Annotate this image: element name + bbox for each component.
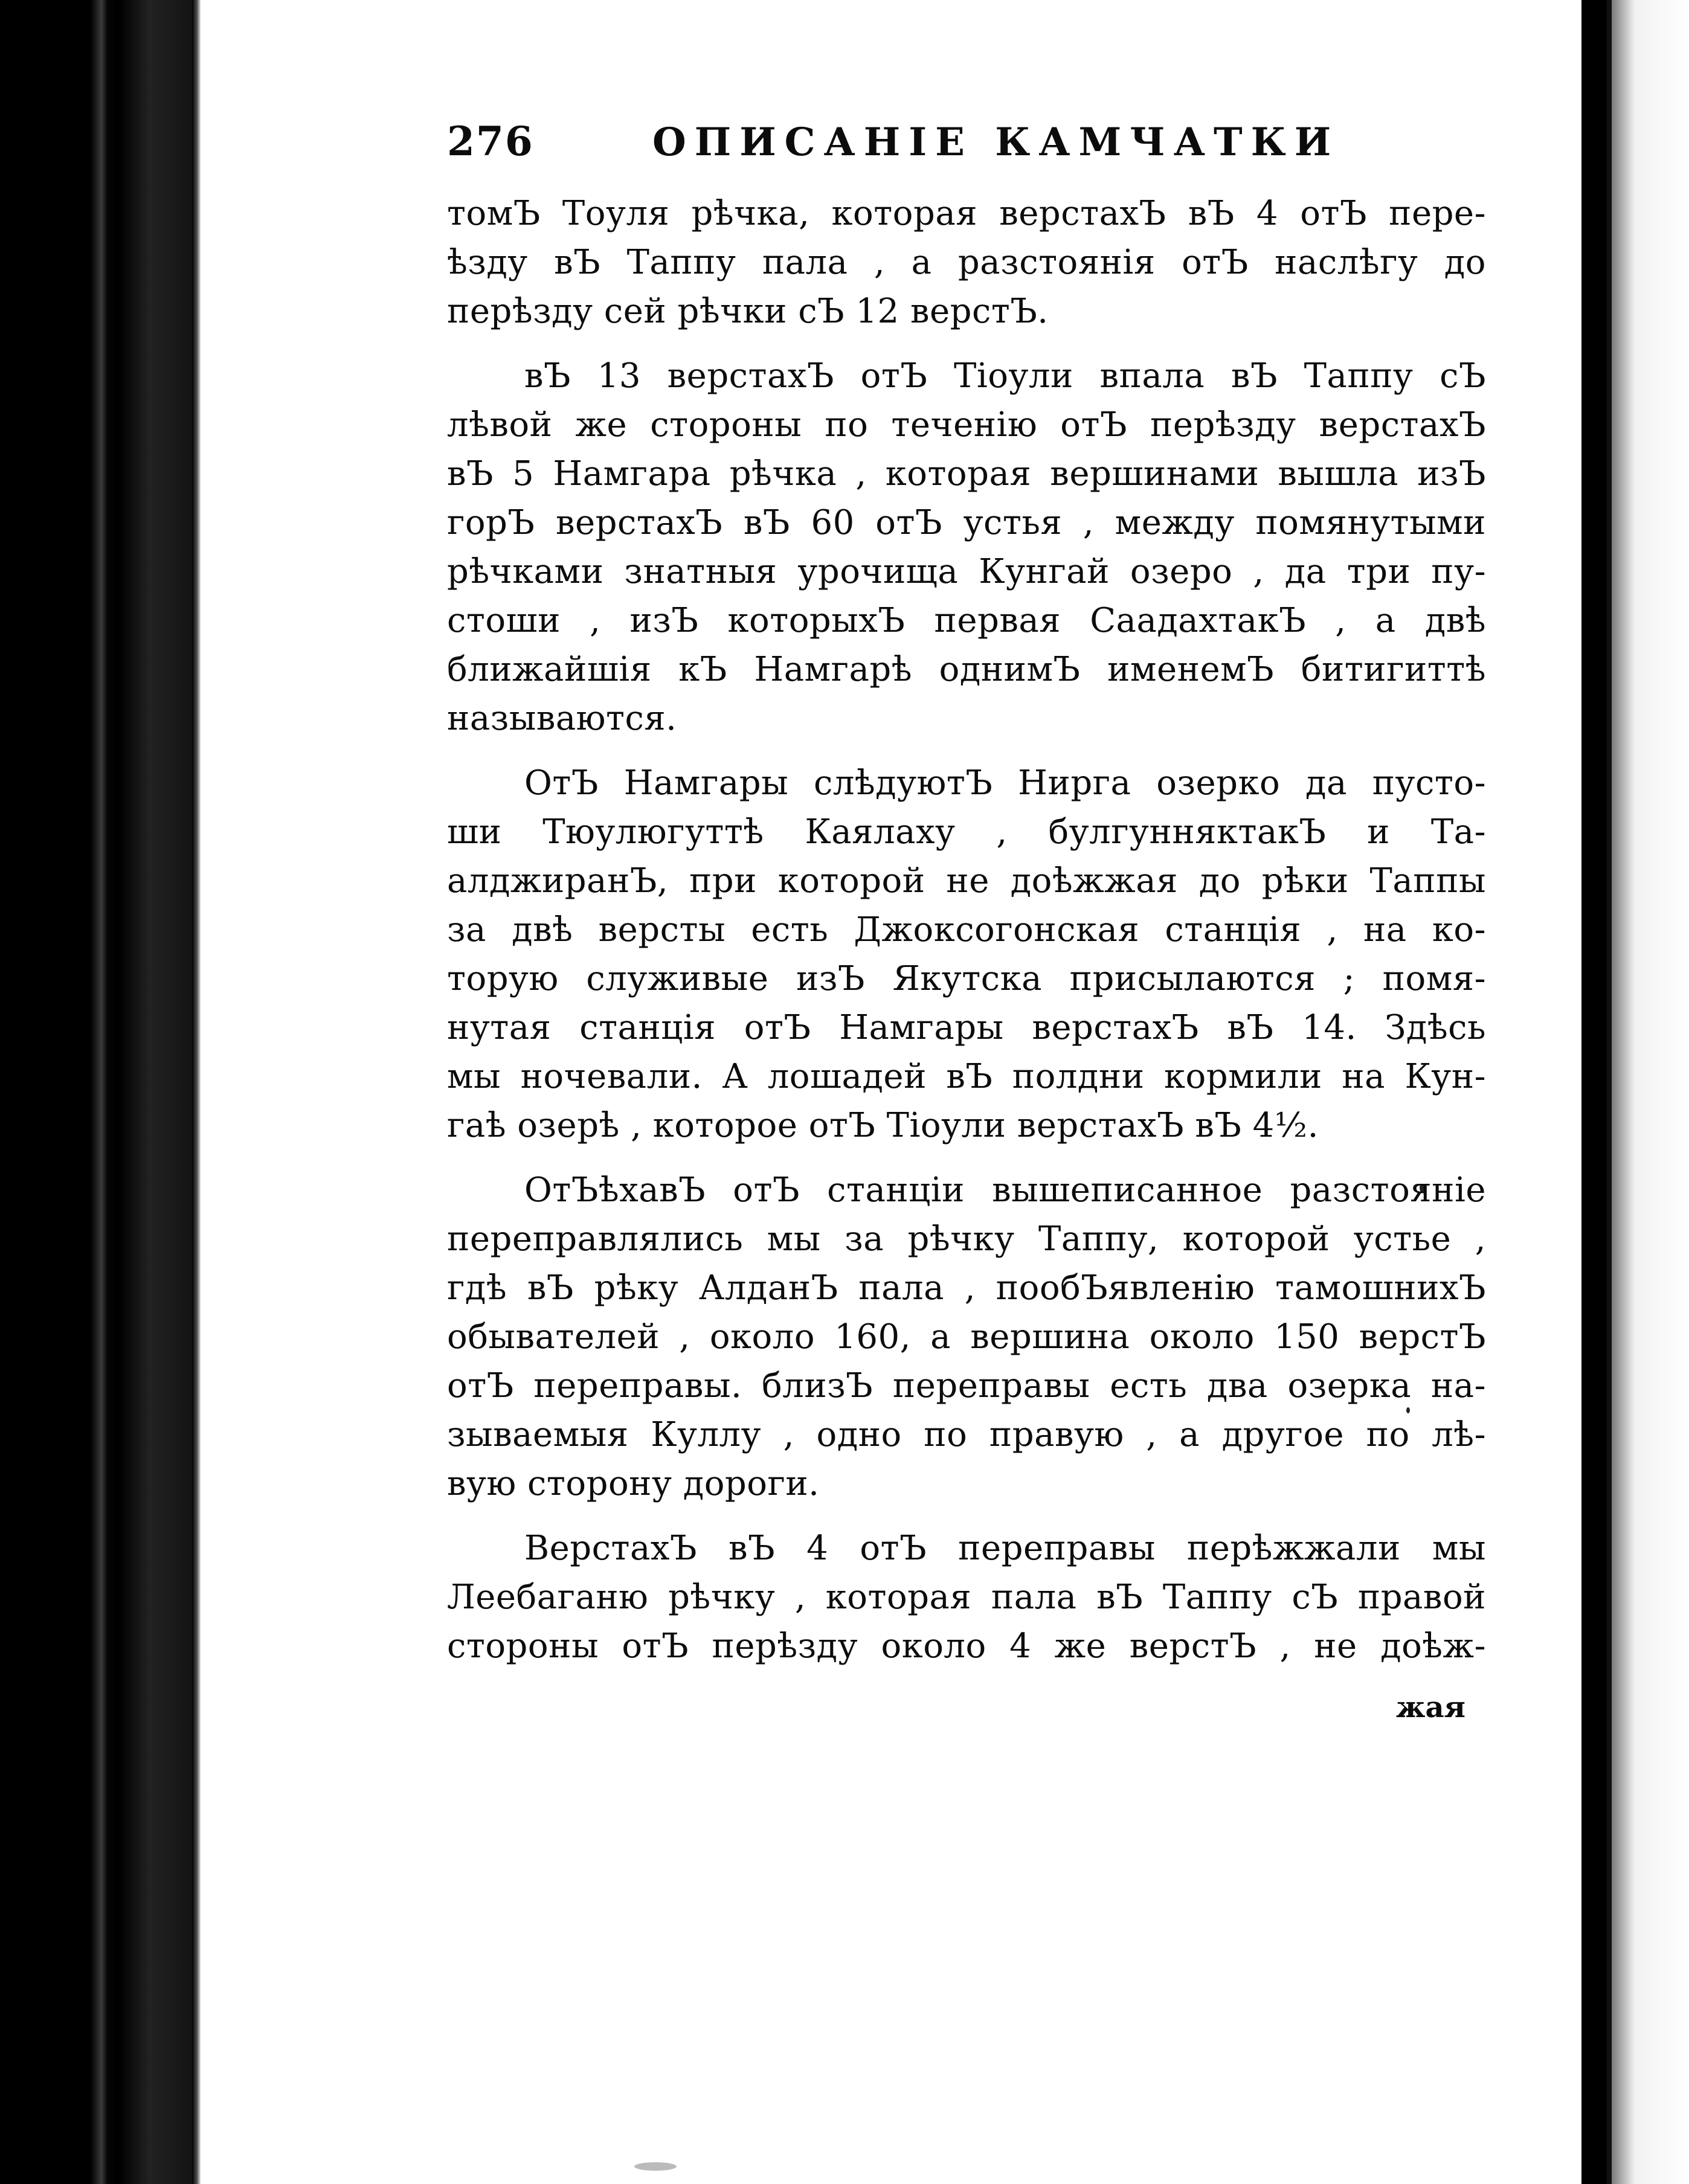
text-line: ОтЪѣхавЪ отЪ станціи вышеписанное разстояніе [524,1171,1486,1210]
next-page-sliver [1612,0,1689,2184]
scan-edge-stripe [91,0,115,2184]
text-line: гдѣ вЪ рѣку АлданЪ пала , пообЪявленію тамошнихЪ [447,1268,1486,1308]
text-line: вЪ 5 Намгара рѣчка , которая вершинами вышла изЪ [447,454,1486,493]
text-line: мы ночевали. А лошадей вЪ полдни кормили на Кун- [447,1057,1486,1096]
paragraph-3 [447,759,1486,1150]
text-line: вую сторону дороги. [447,1464,820,1503]
text-line: горЪ верстахЪ вЪ 60 отЪ устья , между помянутыми [447,503,1486,542]
text-line: ближайшія кЪ Намгарѣ однимЪ именемЪ битигиттѣ [447,650,1486,689]
page-text-block [447,118,1486,1729]
page-gutter-edge [192,0,201,2184]
running-head [447,118,1486,165]
text-line: зываемыя Куллу , одно по правую , а другое по лѣ- [447,1415,1486,1454]
paragraph-1 [447,189,1486,336]
page-number: 276 [447,118,534,165]
paragraph-2 [447,352,1486,743]
text-line: торую служивые изЪ Якутска присылаются ; помя- [447,959,1486,998]
paper-stain [634,2162,677,2171]
text-line: вЪ 13 верстахЪ отЪ Тіоули впала вЪ Таппу сЪ [524,356,1486,396]
text-line: обывателей , около 160, а вершина около 150 верстЪ [447,1317,1486,1357]
text-line: нутая станція отЪ Намгары верстахЪ вЪ 14. Здѣсь [447,1008,1486,1047]
text-line: стороны отЪ перѣзду около 4 же верстЪ , не доѣж- [447,1627,1486,1666]
text-line: алджиранЪ, при которой не доѣжжая до рѣки Таппы [447,861,1486,901]
text-line: отЪ переправы. близЪ переправы есть два озерка на- [447,1366,1486,1405]
text-line: ши Тюулюгуттѣ Каялаху , булгунняктакЪ и Та- [447,812,1486,852]
paragraph-5 [447,1524,1486,1671]
text-line: рѣчками знатныя урочища Кунгай озеро , да три пу- [447,552,1486,591]
text-line: лѣвой же стороны по теченію отЪ перѣзду верстахЪ [447,405,1486,445]
text-line: ОтЪ Намгары слѣдуютЪ Нирга озерко да пусто- [524,763,1486,803]
running-title: ОПИСАНІЕ КАМЧАТКИ [652,120,1340,165]
text-line: переправлялись мы за рѣчку Таппу, которой устье , [447,1219,1486,1259]
text-line: томЪ Тоуля рѣчка, которая верстахЪ вЪ 4 отЪ пере- [447,194,1486,233]
text-line: называются. [447,699,677,738]
text-line: Леебаганю рѣчку , которая пала вЪ Таппу сЪ правой [447,1578,1486,1617]
text-line: ѣзду вЪ Таппу пала , а разстоянія отЪ наслѣгу до [447,243,1486,282]
text-line: за двѣ версты есть Джоксогонская станція , на ко- [447,910,1486,949]
paragraph-4 [447,1166,1486,1508]
text-line: стоши , изЪ которыхЪ первая СаадахтакЪ , а двѣ [447,601,1486,640]
text-line: ВерстахЪ вЪ 4 отЪ переправы перѣжжали мы [524,1529,1486,1568]
text-line: перѣзду сей рѣчки сЪ 12 верстЪ. [447,292,1049,331]
catchword: жая [1395,1691,1465,1724]
text-line: гаѣ озерѣ , которое отЪ Тіоули верстахЪ вЪ 4½. [447,1106,1319,1145]
